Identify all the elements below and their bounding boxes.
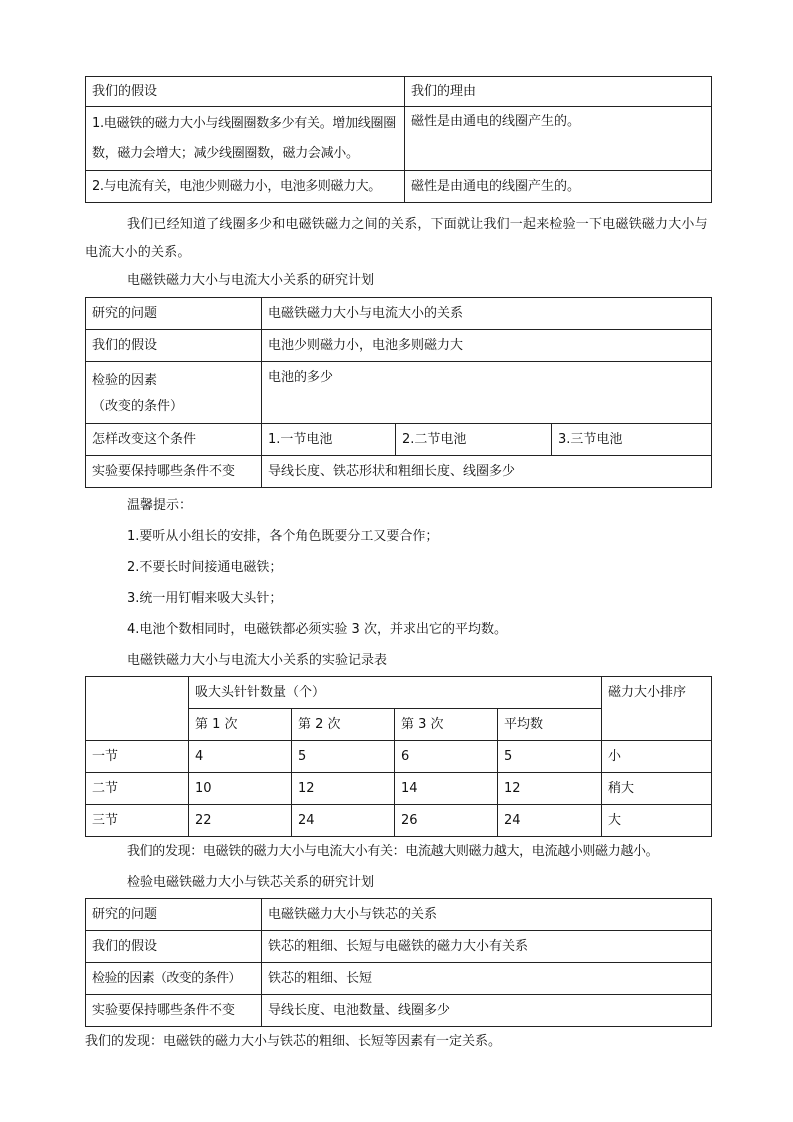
plan1-factor-label-line2: （改变的条件） xyxy=(92,399,184,414)
record-cell: 5 xyxy=(498,741,602,773)
record-row-label: 一节 xyxy=(86,741,189,773)
plan1-constant-value: 导线长度、铁芯形状和粗细长度、线圈多少 xyxy=(262,456,712,488)
record-cell: 24 xyxy=(292,805,395,837)
plan1-hypothesis-value: 电池少则磁力小，电池多则磁力大 xyxy=(262,330,712,362)
plan1-change-label: 怎样改变这个条件 xyxy=(86,424,262,456)
plan2-label: 研究的问题 xyxy=(86,899,262,931)
hyp-header-reason: 我们的理由 xyxy=(405,77,712,107)
record-group-header: 吸大头针针数量（个） xyxy=(189,677,602,709)
record-trial-header-1: 第 1 次 xyxy=(189,709,292,741)
record-rank-cell: 大 xyxy=(602,805,712,837)
plan2-label: 实验要保持哪些条件不变 xyxy=(86,995,262,1027)
table-row xyxy=(86,741,712,773)
plan1-question-value: 电磁铁磁力大小与电流大小的关系 xyxy=(262,298,712,330)
record-cell: 26 xyxy=(395,805,498,837)
record-rank-cell: 稍大 xyxy=(602,773,712,805)
tips-title: 温馨提示： xyxy=(127,498,193,513)
record-cell: 4 xyxy=(189,741,292,773)
plan2-title: 检验电磁铁磁力大小与铁芯关系的研究计划 xyxy=(127,875,375,890)
plan2-label: 我们的假设 xyxy=(86,931,262,963)
record-trial-header-3: 第 3 次 xyxy=(395,709,498,741)
finding-2: 我们的发现：电磁铁的磁力大小与铁芯的粗细、长短等因素有一定关系。 xyxy=(85,1034,502,1049)
table-row xyxy=(86,931,712,963)
record-cell: 22 xyxy=(189,805,292,837)
plan1-constant-label: 实验要保持哪些条件不变 xyxy=(86,456,262,488)
record-title: 电磁铁磁力大小与电流大小关系的实验记录表 xyxy=(127,653,388,668)
table-row xyxy=(86,773,712,805)
hyp-row-1-reason: 磁性是由通电的线圈产生的。 xyxy=(405,107,712,171)
table-row xyxy=(86,805,712,837)
table-row xyxy=(86,899,712,931)
tip-item-3: 3.统一用钉帽来吸大头针； xyxy=(127,591,283,606)
record-corner-cell xyxy=(86,677,189,741)
hyp-row-2-reason: 磁性是由通电的线圈产生的。 xyxy=(405,171,712,203)
plan2-value: 电磁铁磁力大小与铁芯的关系 xyxy=(262,899,712,931)
record-cell: 6 xyxy=(395,741,498,773)
tip-item-1: 1.要听从小组长的安排，各个角色既要分工又要合作； xyxy=(127,529,439,544)
hyp-row-1-hypothesis: 1.电磁铁的磁力大小与线圈圈数多少有关。增加线圈圈数，磁力会增大；减少线圈圈数，磁力会减小。 xyxy=(86,107,405,171)
tip-item-4: 4.电池个数相同时，电磁铁都必须实验 3 次，并求出它的平均数。 xyxy=(127,622,507,637)
record-cell: 12 xyxy=(292,773,395,805)
table-row xyxy=(86,963,712,995)
plan1-factor-label xyxy=(86,362,262,424)
record-cell: 24 xyxy=(498,805,602,837)
finding-1: 我们的发现：电磁铁的磁力大小与电流大小有关：电流越大则磁力越大，电流越小则磁力越小。 xyxy=(127,844,659,859)
plan2-value: 铁芯的粗细、长短与电磁铁的磁力大小有关系 xyxy=(262,931,712,963)
plan2-table xyxy=(85,898,712,1027)
record-cell: 10 xyxy=(189,773,292,805)
record-trial-header-avg: 平均数 xyxy=(498,709,602,741)
hyp-row-2-hypothesis: 2.与电流有关，电池少则磁力小，电池多则磁力大。 xyxy=(86,171,405,203)
plan1-change-option-2: 2.二节电池 xyxy=(396,424,552,456)
tip-item-2: 2.不要长时间接通电磁铁； xyxy=(127,560,283,575)
record-trial-header-2: 第 2 次 xyxy=(292,709,395,741)
record-table xyxy=(85,676,712,837)
plan1-factor-value: 电池的多少 xyxy=(262,362,712,424)
record-rank-cell: 小 xyxy=(602,741,712,773)
plan1-title: 电磁铁磁力大小与电流大小关系的研究计划 xyxy=(127,273,375,288)
record-rank-header: 磁力大小排序 xyxy=(602,677,712,741)
plan2-value: 导线长度、电池数量、线圈多少 xyxy=(262,995,712,1027)
hypothesis-table xyxy=(85,76,712,203)
record-cell: 12 xyxy=(498,773,602,805)
plan1-change-option-1: 1.一节电池 xyxy=(262,424,396,456)
record-row-label: 二节 xyxy=(86,773,189,805)
plan1-hypothesis-label: 我们的假设 xyxy=(86,330,262,362)
table-row xyxy=(86,995,712,1027)
record-cell: 5 xyxy=(292,741,395,773)
plan2-label: 检验的因素（改变的条件） xyxy=(86,963,262,995)
plan1-change-option-3: 3.三节电池 xyxy=(552,424,712,456)
plan1-question-label: 研究的问题 xyxy=(86,298,262,330)
intro-paragraph: 我们已经知道了线圈多少和电磁铁磁力之间的关系，下面就让我们一起来检验一下电磁铁磁力大小与电流大小的关系。 xyxy=(85,217,708,260)
hyp-header-hypothesis: 我们的假设 xyxy=(86,77,405,107)
record-row-label: 三节 xyxy=(86,805,189,837)
record-cell: 14 xyxy=(395,773,498,805)
plan1-table xyxy=(85,297,712,488)
plan1-factor-label-line1: 检验的因素 xyxy=(92,373,158,388)
plan2-value: 铁芯的粗细、长短 xyxy=(262,963,712,995)
